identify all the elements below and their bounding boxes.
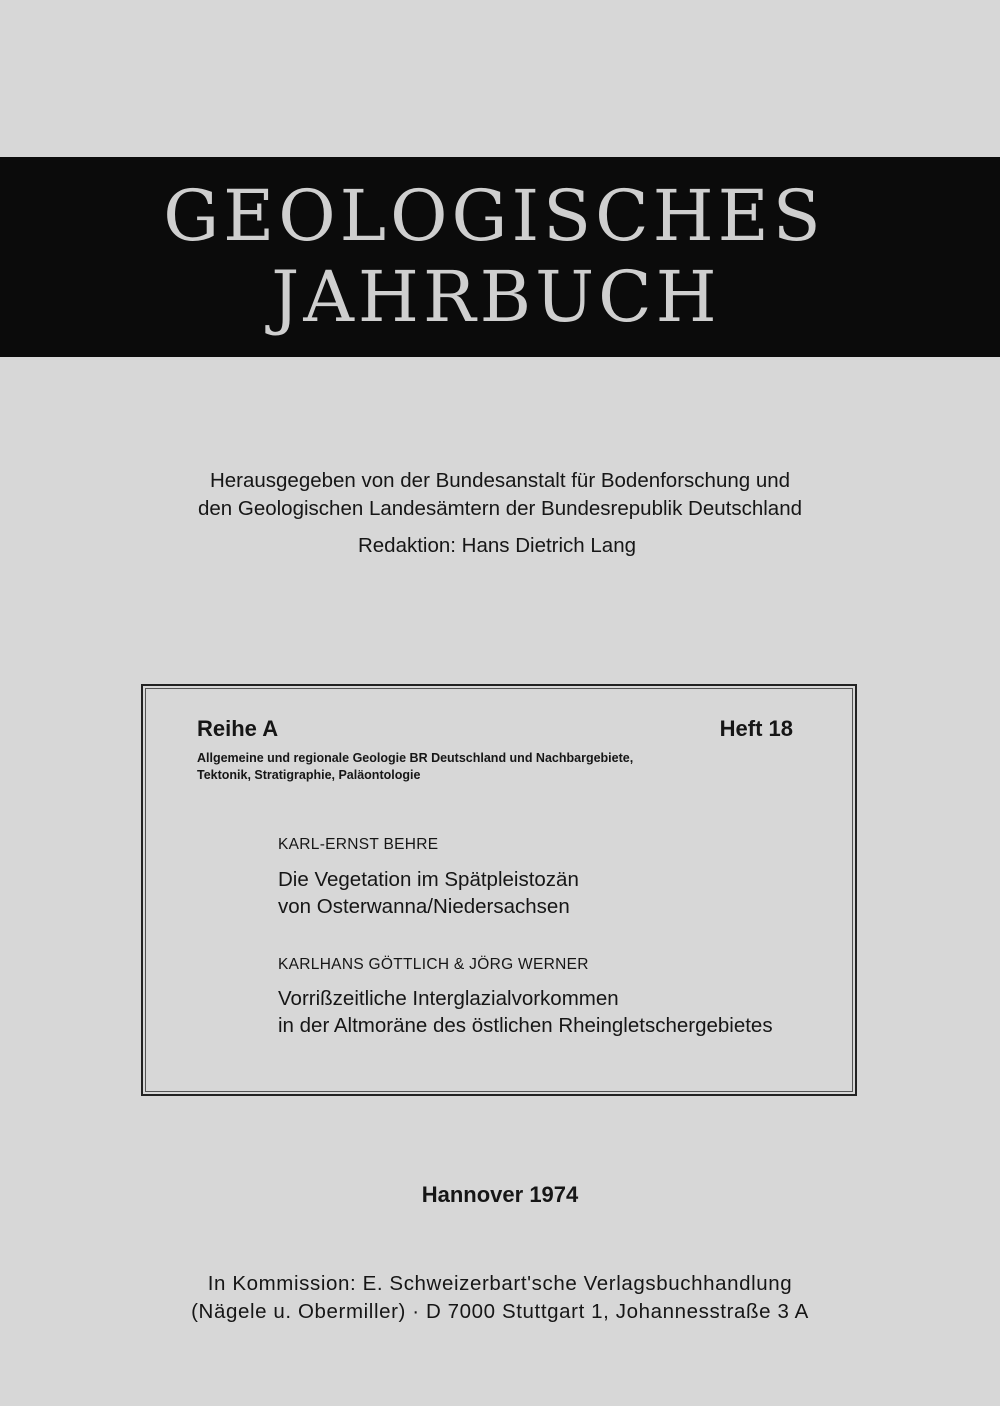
commission-line-2: (Nägele u. Obermiller) · D 7000 Stuttgart 1, Johannesstraße 3 A bbox=[191, 1300, 809, 1323]
article-2-author: KARLHANS GÖTTLICH & JÖRG WERNER bbox=[278, 956, 589, 973]
publisher-line-1: Herausgegeben von der Bundesanstalt für Bodenforschung und bbox=[209, 469, 791, 492]
commission-line-1: In Kommission: E. Schweizerbart'sche Verlagsbuchhandlung bbox=[207, 1272, 793, 1295]
journal-title-line-1: GEOLOGISCHES bbox=[163, 175, 825, 257]
editor-line: Redaktion: Hans Dietrich Lang bbox=[357, 534, 637, 557]
issue-label: Heft 18 bbox=[719, 716, 793, 741]
place-and-year: Hannover 1974 bbox=[421, 1182, 579, 1207]
article-2-title-line-2: in der Altmoräne des östlichen Rheingletschergebietes bbox=[278, 1014, 773, 1037]
series-subject-line-2: Tektonik, Stratigraphie, Paläontologie bbox=[197, 768, 421, 782]
series-subject-line-1: Allgemeine und regionale Geologie BR Deutschland und Nachbargebiete, bbox=[197, 751, 634, 765]
journal-title-line-2: JAHRBUCH bbox=[271, 256, 721, 338]
article-1-author: KARL-ERNST BEHRE bbox=[278, 836, 439, 853]
series-box bbox=[141, 684, 857, 1096]
article-1-title-line-2: von Osterwanna/Niedersachsen bbox=[278, 895, 570, 918]
publisher-line-2: den Geologischen Landesämtern der Bundesrepublik Deutschland bbox=[197, 497, 802, 520]
article-1-title-line-1: Die Vegetation im Spätpleistozän bbox=[278, 868, 579, 891]
article-2-title-line-1: Vorrißzeitliche Interglazialvorkommen bbox=[278, 987, 619, 1010]
series-label: Reihe A bbox=[197, 716, 279, 741]
